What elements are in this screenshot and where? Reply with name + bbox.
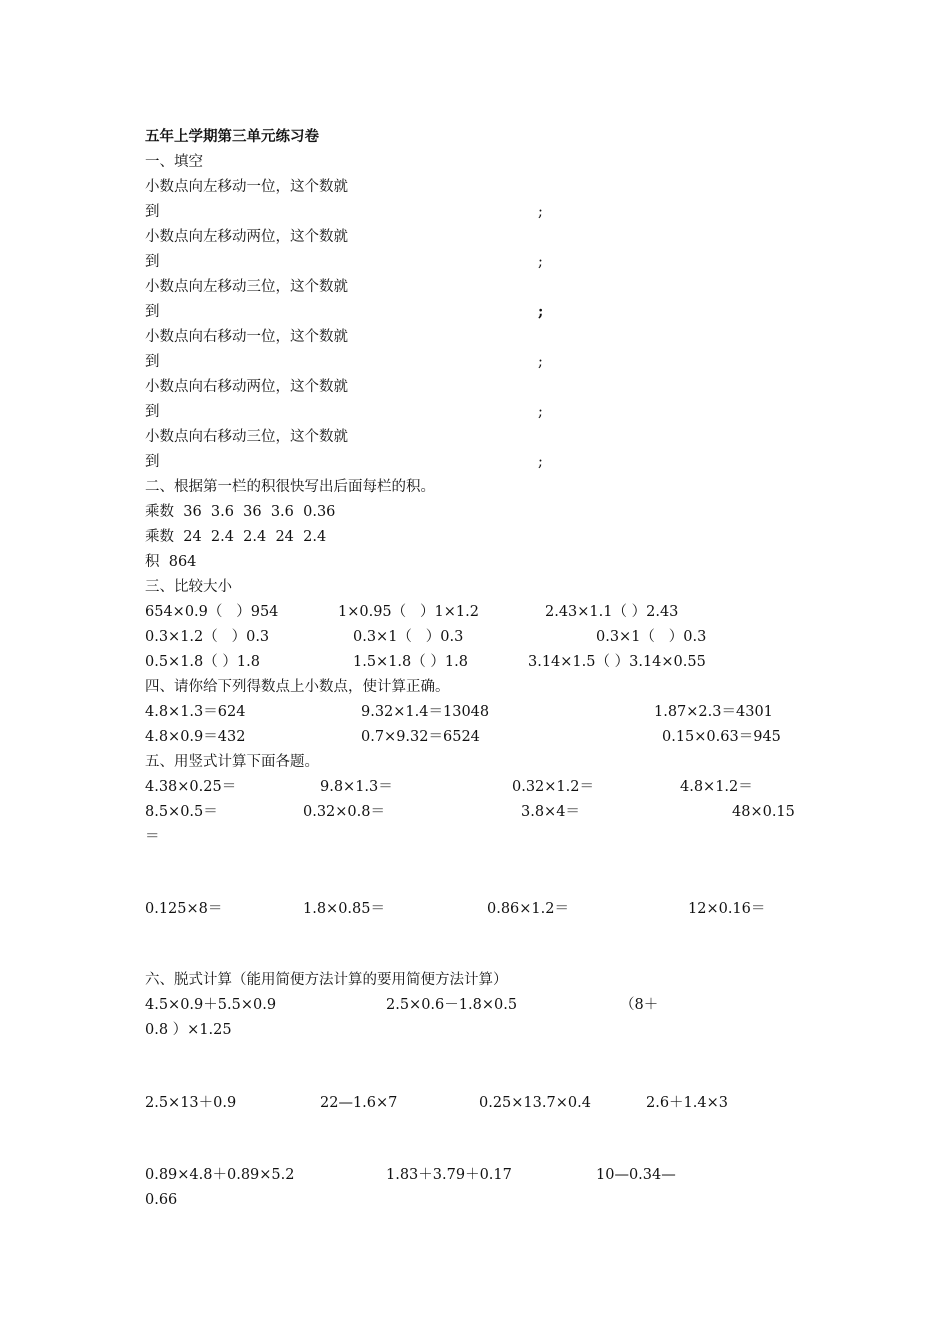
fill-end: ; (538, 354, 543, 370)
stepwise-wrap: 0.8 ）×1.25 (145, 1022, 232, 1038)
compare-item: 0.3×1（ ）0.3 (353, 629, 464, 645)
compare-item: 1.5×1.8（ ）1.8 (353, 654, 468, 670)
vertical-calc-item: 3.8×4＝ (521, 804, 580, 820)
stepwise-item: 2.6＋1.4×3 (646, 1095, 728, 1111)
decimal-item: 4.8×1.3＝624 (145, 704, 246, 720)
stepwise-item: （8＋ (620, 997, 659, 1013)
vertical-calc-item: 9.8×1.3＝ (320, 779, 393, 795)
vertical-calc-item: 1.8×0.85＝ (303, 901, 385, 917)
stepwise-wrap: 0.66 (145, 1192, 178, 1208)
stepwise-item: 0.25×13.7×0.4 (479, 1095, 591, 1111)
multiplier-row-1: 乘数 36 3.6 36 3.6 0.36 (145, 504, 336, 520)
product-row: 积 864 (145, 554, 197, 570)
fill-question: 小数点向右移动一位，这个数就 (145, 329, 348, 345)
vertical-calc-wrap: ＝ (145, 829, 160, 845)
page-title: 五年上学期第三单元练习卷 (145, 128, 319, 145)
vertical-calc-item: 0.32×1.2＝ (512, 779, 594, 795)
vertical-calc-item: 0.125×8＝ (145, 901, 223, 917)
stepwise-item: 4.5×0.9＋5.5×0.9 (145, 997, 277, 1013)
fill-end: ; (538, 254, 543, 270)
fill-question: 小数点向左移动两位，这个数就 (145, 229, 348, 245)
compare-item: 0.3×1（ ）0.3 (596, 629, 707, 645)
compare-item: 0.5×1.8（ ）1.8 (145, 654, 260, 670)
vertical-calc-item: 0.86×1.2＝ (487, 901, 569, 917)
fill-to: 到 (145, 354, 160, 370)
vertical-calc-item: 48×0.15 (732, 804, 795, 820)
vertical-calc-item: 4.38×0.25＝ (145, 779, 237, 795)
fill-question: 小数点向右移动三位，这个数就 (145, 429, 348, 445)
section-5-heading: 五、用竖式计算下面各题。 (145, 754, 319, 770)
vertical-calc-item: 12×0.16＝ (688, 901, 766, 917)
stepwise-item: 22—1.6×7 (320, 1095, 398, 1111)
fill-to: 到 (145, 204, 160, 220)
multiplier-row-2: 乘数 24 2.4 2.4 24 2.4 (145, 529, 327, 545)
decimal-item: 9.32×1.4＝13048 (361, 704, 490, 720)
fill-to: 到 (145, 254, 160, 270)
compare-item: 2.43×1.1（ ）2.43 (545, 604, 679, 620)
compare-item: 1×0.95（ ）1×1.2 (338, 604, 479, 620)
decimal-item: 1.87×2.3＝4301 (654, 704, 773, 720)
fill-end: ; (538, 303, 544, 320)
fill-end: ; (538, 454, 543, 470)
fill-question: 小数点向右移动两位，这个数就 (145, 379, 348, 395)
section-2-heading: 二、根据第一栏的积很快写出后面每栏的积。 (145, 479, 435, 495)
decimal-item: 0.15×0.63＝945 (662, 729, 781, 745)
vertical-calc-item: 4.8×1.2＝ (680, 779, 753, 795)
section-1-heading: 一、填空 (145, 154, 203, 170)
fill-end: ; (538, 204, 543, 220)
fill-end: ; (538, 404, 543, 420)
vertical-calc-item: 8.5×0.5＝ (145, 804, 218, 820)
stepwise-item: 0.89×4.8＋0.89×5.2 (145, 1167, 295, 1183)
fill-to: 到 (145, 404, 160, 420)
decimal-item: 4.8×0.9＝432 (145, 729, 246, 745)
stepwise-item: 2.5×13＋0.9 (145, 1095, 237, 1111)
section-3-heading: 三、比较大小 (145, 579, 232, 595)
stepwise-item: 2.5×0.6－1.8×0.5 (386, 997, 518, 1013)
compare-item: 0.3×1.2（ ）0.3 (145, 629, 270, 645)
decimal-item: 0.7×9.32＝6524 (361, 729, 480, 745)
vertical-calc-item: 0.32×0.8＝ (303, 804, 385, 820)
stepwise-item: 10—0.34— (596, 1167, 676, 1183)
section-6-heading: 六、脱式计算（能用简便方法计算的要用简便方法计算） (145, 972, 508, 988)
section-4-heading: 四、请你给下列得数点上小数点，使计算正确。 (145, 679, 450, 695)
fill-question: 小数点向左移动一位，这个数就 (145, 179, 348, 195)
fill-to: 到 (145, 304, 160, 320)
fill-to: 到 (145, 454, 160, 470)
fill-question: 小数点向左移动三位，这个数就 (145, 279, 348, 295)
compare-item: 654×0.9（ ）954 (145, 604, 279, 620)
stepwise-item: 1.83＋3.79＋0.17 (386, 1167, 512, 1183)
compare-item: 3.14×1.5（ ）3.14×0.55 (528, 654, 706, 670)
